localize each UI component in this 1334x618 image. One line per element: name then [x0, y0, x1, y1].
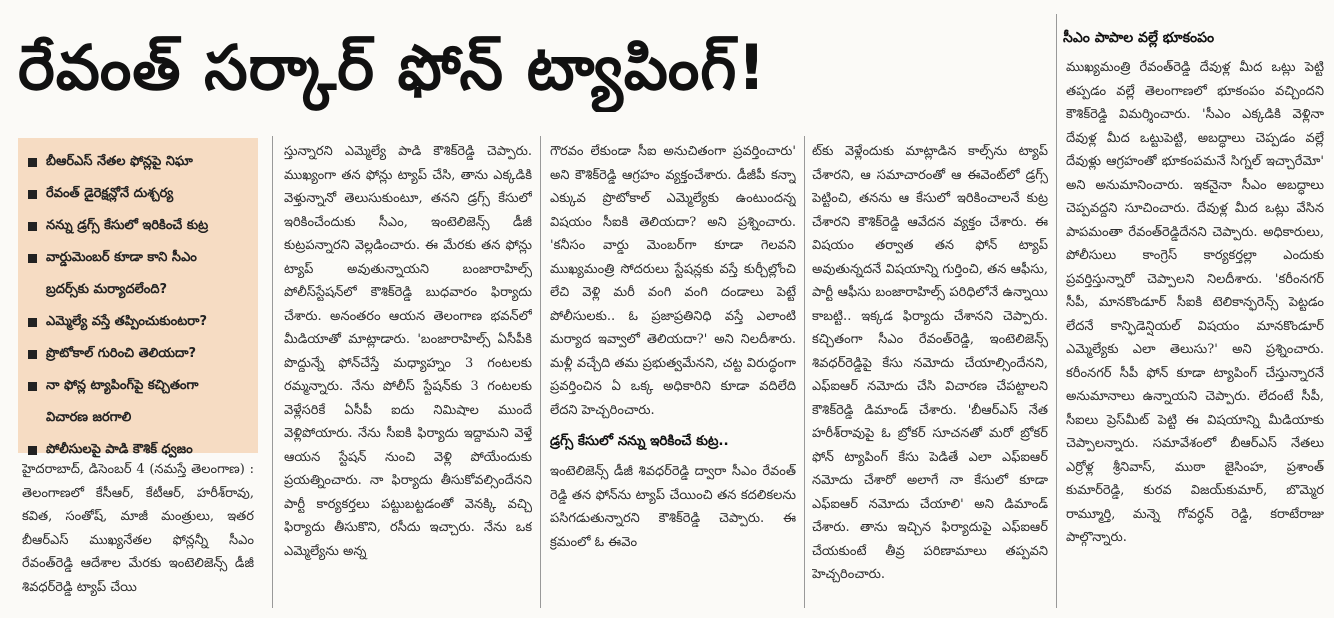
bullet-icon: [28, 350, 37, 359]
article-text: స్తున్నారని ఎమ్మెల్యే పాడి కౌశిక్‌రెడ్డి చెప్పారు. ముఖ్యంగా తన ఫోన్లు ట్యాప్ చేసి, తాను ఎక్కడికి వెళ్తున్నానో తెలుసుకుంటూ, తనని డ్రగ్స్ కేసులో ఇరికించేందుకు సీఎం, ఇంటెలిజెన్స్ డీజీ కుట్రపన్నారని వెల్లడించారు. ఈ మేరకు తన ఫోన్లు ట్యాప్ అవుతున్నాయని బంజారాహిల్స్ పోలీస్‌స్టేషన్‌లో కౌశిక్‌రెడ్డి బుధవారం ఫిర్యాదు చేశారు. అనంతరం ఆయన తెలంగాణ భవన్‌లో మీడియాతో మాట్లాడారు. 'బంజారాహిల్స్ ఏసీపీకి పొద్దున్నే ఫోన్‌చేస్తే మధ్యాహ్నం 3 గంటలకు రమ్మన్నారు. నేను పోలీస్ స్టేషన్‌కు 3 గంటలకు వెళ్లేసరికే ఏసీపీ ఐదు నిమిషాల ముందే వెళ్లిపోయారు. నేను సీఐకి ఫిర్యాదు ఇద్దామని వెళ్తే ఆయన స్టేషన్ నుంచి వెళ్లి పోయేందుకు ప్రయత్నించారు. నా ఫిర్యాదు తీసుకోవల్సిందేనని పార్టీ కార్యకర్తలు పట్టుబట్టడంతో వెనక్కి వచ్చి ఫిర్యాదు తీసుకొని, రసీదు ఇచ్చారు. నేను ఒక ఎమ్మెల్యేను అన్న: [284, 144, 532, 559]
sidebar-heading: సీఎం పాపాల వల్లే భూకంపం: [1063, 30, 1215, 46]
highlight-item: బ్రదర్స్‌కు మర్యాదలేంది?: [46, 282, 168, 297]
subheading: డ్రగ్స్ కేసులో నన్ను ఇరికించే కుట్ర..: [550, 433, 729, 449]
column-divider: [804, 136, 805, 608]
highlights-box: [18, 138, 258, 457]
highlight-item: రేవంత్ డైరెక్షన్లోనే దుశ్చర్య: [28, 178, 252, 210]
highlight-item: నన్ను డ్రగ్స్ కేసులో ఇరికించే కుట్ర: [28, 210, 252, 242]
headline: రేవంత్ సర్కార్ ఫోన్ ట్యాపింగ్!: [18, 31, 767, 104]
highlight-item: నా ఫోన్ల ట్యాపింగ్‌పై కచ్చితంగా: [28, 370, 252, 402]
bullet-icon: [28, 222, 37, 231]
article-text: ట్‌కు వెళ్లేందుకు మాట్లాడిన కాల్స్‌ను ట్యాప్ చేశారని, ఆ సమాచారంతో ఆ ఈవెంట్‌లో డ్రగ్స్ పెట్టించి, తనను ఆ కేసులో ఇరికించాలనే కుట్ర చేశారని కౌశిక్‌రెడ్డి ఆవేదన వ్యక్తం చేశారు. ఈ విషయం తర్వాత తన ఫోన్ ట్యాప్ అవుతున్నదనే విషయాన్ని గుర్తించి, తన ఆఫీసు, పార్టీ ఆఫీసు బంజారాహిల్స్ పరిధిలోనే ఉన్నాయి కాబట్టి.. ఇక్కడ ఫిర్యాదు చేశానని చెప్పారు. కచ్చితంగా సీఎం రేవంత్‌రెడ్డి, ఇంటెలిజెన్స్ శివధర్‌రెడ్డిపై కేసు నమోదు చేయాల్సిందేనని, ఎఫ్ఐఆర్ నమోదు చేసి విచారణ చేపట్టాలని కౌశిక్‌రెడ్డి డిమాండ్ చేశారు. 'బీఆర్ఎస్ నేత హరీశ్‌రావుపై ఓ బ్రోకర్ సూచనతో మరో బ్రోకర్ ఫోన్ ట్యాపింగ్ కేసు పెడితే ఎలా ఎఫ్ఐఆర్ నమోదు చేశారో అలాగే నా కేసులో కూడా ఎఫ్ఐఆర్ నమోదు చేయాలి' అని డిమాండ్ చేశారు. తాను ఇచ్చిన ఫిర్యాదుపై ఎఫ్ఐఆర్ చేయకుంటే తీవ్ర పరిణామాలు తప్పవని హెచ్చరించారు.: [812, 144, 1048, 582]
bullet-icon: [28, 446, 37, 455]
column-divider: [1056, 14, 1057, 608]
article-column-3: [550, 140, 796, 610]
highlight-item: ఎమ్మెల్యే వస్తే తప్పించుకుంటరా?: [28, 306, 252, 338]
article-column-2: [284, 140, 532, 610]
column-divider: [540, 136, 541, 608]
bullet-icon: [28, 382, 37, 391]
bullet-icon: [28, 190, 37, 199]
article-text: గౌరవం లేకుండా సీఐ అనుచితంగా ప్రవర్తించారు' అని కౌశిక్‌రెడ్డి ఆగ్రహం వ్యక్తంచేశారు. డీజీపీ కన్నా ఎక్కువ ప్రొటోకాల్ ఎమ్మెల్యేకు ఉంటుందన్న విషయం సీఐకి తెలియదా? అని ప్రశ్నించారు. 'కనీసం వార్డు మెంబర్‌గా కూడా గెలవని ముఖ్యమంత్రి సోదరులు స్టేషన్లకు వస్తే కుర్చీల్లోంచి లేచి వెళ్లి మరీ వంగి వంగి దండాలు పెట్టే పోలీసులకు.. ఓ ప్రజాప్రతినిధి వస్తే ఎలాంటి మర్యాద ఇవ్వాలో తెలియదా?' అని నిలదీశారు. మళ్లీ వచ్చేది తమ ప్రభుత్వమేనని, చట్ట విరుద్ధంగా ప్రవర్తించిన ఏ ఒక్క అధికారిని కూడా వదిలేది లేదని హెచ్చరించారు.: [550, 144, 796, 418]
highlight-item: ప్రొటోకాల్ గురించి తెలియదా?: [28, 338, 252, 370]
highlight-item: బీఆర్ఎస్ నేతల ఫోన్లపై నిఘా: [28, 146, 252, 178]
article-column-5: [1066, 56, 1324, 608]
column-divider: [272, 136, 273, 608]
highlight-item: పోలీసులపై పాడి కౌశిక్ ధ్వజం: [28, 434, 252, 466]
article-text: ముఖ్యమంత్రి రేవంత్‌రెడ్డి దేవుళ్ల మీద ఒట్లు పెట్టి తప్పడం వల్లే తెలంగాణలో భూకంపం వచ్చిందని కౌశిక్‌రెడ్డి విమర్శించారు. 'సీఎం ఎక్కడికి వెళ్లినా దేవుళ్ల మీద ఒట్టుపెట్టి, అబద్ధాలు చెప్పడం వల్లే దేవుళ్లు ఆగ్రహంతో భూకంపమనే సిగ్నల్ ఇచ్చారేమో' అని అనుమానించారు. ఇకనైనా సీఎం అబద్ధాలు చెప్పవద్దని సూచించారు. దేవుళ్ల మీద ఒట్లు వేసిన పాపమంతా రేవంత్‌రెడ్డిదేనని చెప్పారు. అధికారులు, పోలీసులు కాంగ్రెస్ కార్యకర్తల్లా ఎందుకు ప్రవర్తిస్తున్నారో చెప్పాలని నిలదీశారు. 'కరీంనగర్ సీపీ, మానకొండూర్ సీఐకి టెలికాన్ఫరెన్స్ పెట్టడం లేదనే కాన్ఫిడెన్షియల్ విషయం మానకొండూర్ ఎమ్మెల్యేకు ఎలా తెలుసు?' అని ప్రశ్నించారు. కరీంనగర్ సీపీ ఫోన్ కూడా ట్యాపింగ్ చేస్తున్నారనే అనుమానాలు ఉన్నాయని చెప్పారు. లేదంటే సీపీ, సీఐలు ప్రెస్‌మీట్ పెట్టి ఈ విషయాన్ని మీడియాకు చెప్పాలన్నారు. సమావేశంలో బీఆర్ఎస్ నేతలు ఎర్రోళ్ల శ్రీనివాస్, ముఠా జైసింహ, ప్రశాంత్ కుమార్‌రెడ్డి, కురవ విజయ్‌కుమార్, బొమ్మెర రామ్మూర్తి, మన్నె గోవర్ధన్ రెడ్డి, కరాటేరాజు పాల్గొన్నారు.: [1066, 60, 1324, 545]
article-column-4: [812, 140, 1048, 610]
highlight-item: విచారణ జరగాలి: [46, 410, 132, 425]
bullet-icon: [28, 318, 37, 327]
article-text: ఇంటెలిజెన్స్ డీజీ శివధర్‌రెడ్డి ద్వారా సీఎం రేవంత్ రెడ్డి తన ఫోన్‌ను ట్యాప్ చేయించి తన కదలికలను పసిగడుతున్నారని కౌశిక్‌రెడ్డి చెప్పారు. ఈ క్రమంలో ఓ ఈవెం: [550, 464, 796, 550]
bullet-icon: [28, 158, 37, 167]
article-column-1: [22, 458, 254, 608]
highlights-list: [18, 138, 258, 470]
highlight-item: వార్డుమెంబర్ కూడా కాని సీఎం: [28, 242, 252, 274]
bullet-icon: [28, 254, 37, 263]
article-text: హైదరాబాద్, డిసెంబర్ 4 (నమస్తే తెలంగాణ) : తెలంగాణలో కేసీఆర్, కేటీఆర్, హరీశ్‌రావు, కవిత, సంతోష్, మాజీ మంత్రులు, ఇతర బీఆర్ఎస్ ముఖ్యనేతల ఫోన్లన్నీ సీఎం రేవంత్‌రెడ్డి ఆదేశాల మేరకు ఇంటెలిజెన్స్ డీజీ శివధర్‌రెడ్డి ట్యాప్ చేయి: [22, 462, 254, 595]
